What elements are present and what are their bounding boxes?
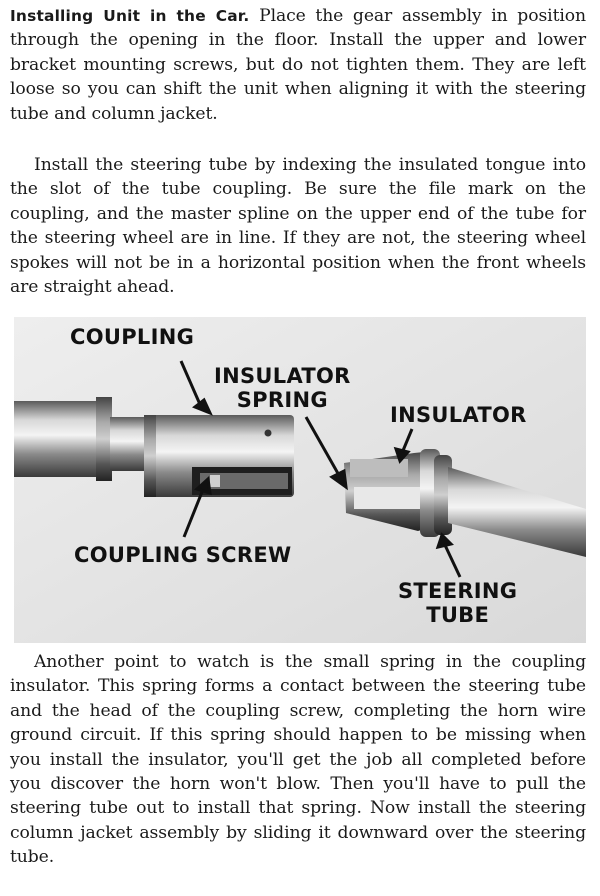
paragraph-horn-spring: Another point to watch is the small spring in the coupling insulator. This spring forms a contact between the steering tube and the head of the coupling screw, completing the horn wire ground circuit. If this spring should happen to be missing when you install the insulator, you'll get the job all completed before you discover the horn won't blow. Then you'll have to pull the steering tube out to install that spring. Now install the steering column jacket assembly by sliding it downward over the steering tube. — [10, 652, 586, 868]
label-insulator-spring-line2: SPRING — [236, 388, 328, 412]
steering-coupling-photo — [14, 317, 586, 643]
label-insulator: INSULATOR — [390, 403, 527, 427]
paragraph-installing-unit — [10, 4, 586, 126]
label-steering-tube-line1: STEERING — [398, 579, 518, 603]
label-insulator-spring — [214, 364, 351, 412]
label-coupling-screw: COUPLING SCREW — [74, 543, 292, 567]
left-shaft — [14, 401, 110, 477]
label-steering-tube — [398, 579, 517, 627]
paragraph-steering-tube: Install the steering tube by indexing the insulated tongue into the slot of the tube coupling. Be sure the file mark on the coupling, and the master spline on the upper end of the tube for the steering wheel are in line. If they are not, the steering wheel spokes will not be in a horizontal position when the front wheels are straight ahead. — [10, 155, 586, 298]
paragraph-text: Place the gear assembly in position through the opening in the floor. Install the upper and lower bracket mounting screws, but do not tighten them. They are left loose so you can shift the unit when aligning it with the steering tube and column jacket. — [10, 6, 586, 124]
label-steering-tube-line2: TUBE — [426, 603, 490, 627]
label-insulator-spring-line1: INSULATOR — [214, 364, 351, 388]
label-coupling: COUPLING — [70, 325, 195, 349]
section-heading: Installing Unit in the Car. — [10, 7, 250, 25]
